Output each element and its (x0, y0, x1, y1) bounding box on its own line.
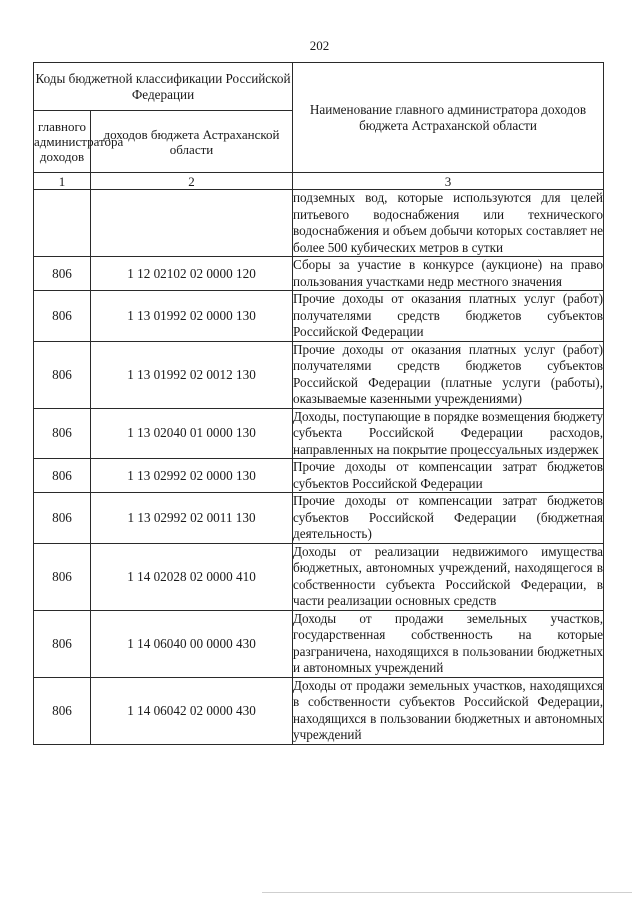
table-row (34, 257, 604, 291)
revenue-code-cell: 1 13 01992 02 0000 130 (91, 291, 293, 342)
budget-classification-table (33, 62, 604, 745)
page-number: 202 (309, 38, 330, 53)
column-number-2: 2 (91, 173, 293, 190)
revenue-name-cell: Прочие доходы от оказания платных услуг (работ) получателями средств бюджетов субъектов Российской Федерации (платные услуги (работы), оказываемые казенными учреждениями) (293, 341, 603, 406)
table-row (34, 190, 604, 257)
revenue-code-cell: 1 12 02102 02 0000 120 (91, 257, 293, 291)
table-row (34, 291, 604, 342)
revenue-name-cell: Прочие доходы от компенсации затрат бюджетов субъектов Российской Федерации (бюджетная деятельность) (293, 493, 603, 541)
table-row (34, 493, 604, 544)
table-header (34, 63, 604, 190)
admin-code-cell (34, 190, 91, 257)
revenue-code-cell: 1 14 02028 02 0000 410 (91, 543, 293, 610)
revenue-name-cell: Доходы, поступающие в порядке возмещения бюджету субъекта Российской Федерации расходов, направленных на покрытие процессуальных издержек (293, 408, 603, 457)
table-body (34, 190, 604, 745)
table-row (34, 677, 604, 744)
footer-divider (262, 892, 632, 893)
table-row (34, 408, 604, 459)
table-row (34, 341, 604, 408)
admin-code-cell: 806 (34, 459, 91, 493)
revenue-code-cell: 1 13 02992 02 0000 130 (91, 459, 293, 493)
table-row (34, 459, 604, 493)
admin-code-cell: 806 (34, 408, 91, 459)
admin-code-cell: 806 (34, 610, 91, 677)
column-number-1: 1 (34, 173, 91, 190)
revenue-name-cell: Прочие доходы от оказания платных услуг (работ) получателями средств бюджетов субъектов Российской Федерации (293, 291, 603, 339)
revenue-name-cell: Прочие доходы от компенсации затрат бюджетов субъектов Российской Федерации (293, 459, 603, 491)
admin-code-cell: 806 (34, 677, 91, 744)
revenue-code-cell: 1 13 02040 01 0000 130 (91, 408, 293, 459)
admin-code-cell: 806 (34, 543, 91, 610)
revenue-code-cell: 1 13 02992 02 0011 130 (91, 493, 293, 544)
admin-code-cell: 806 (34, 493, 91, 544)
header-name-title: Наименование главного администратора доходов бюджета Астраханской области (293, 63, 604, 173)
revenue-code-cell: 1 14 06042 02 0000 430 (91, 677, 293, 744)
revenue-code-cell: 1 14 06040 00 0000 430 (91, 610, 293, 677)
header-codes-title: Коды бюджетной классификации Российской Федерации (34, 63, 293, 111)
table-row (34, 543, 604, 610)
admin-code-cell: 806 (34, 291, 91, 342)
table-row (34, 610, 604, 677)
header-admin-column: главного администратора доходов (34, 111, 91, 173)
admin-code-cell: 806 (34, 257, 91, 291)
revenue-name-cell: Сборы за участие в конкурсе (аукционе) на право пользования участками недр местного значения (293, 257, 603, 289)
revenue-code-cell (91, 190, 293, 257)
header-revenue-column: доходов бюджета Астраханской области (91, 111, 293, 173)
revenue-name-cell: Доходы от продажи земельных участков, находящихся в собственности субъектов Российской Федерации, находящихся в пользовании бюджетных и автономных учреждений (293, 677, 603, 742)
admin-code-cell: 806 (34, 341, 91, 408)
column-number-3: 3 (293, 173, 604, 190)
revenue-name-cell: Доходы от реализации недвижимого имущества бюджетных, автономных учреждений, находящегося в собственности субъекта Российской Федерации, в части реализации основных средств (293, 543, 603, 608)
revenue-name-cell: Доходы от продажи земельных участков, государственная собственность на которые разграничена, находящихся в пользовании бюджетных и автономных учреждений (293, 610, 603, 675)
revenue-code-cell: 1 13 01992 02 0012 130 (91, 341, 293, 408)
revenue-name-cell: подземных вод, которые используются для целей питьевого водоснабжения или технического водоснабжения и объем добычи которых составляет не более 500 кубических метров в сутки (293, 190, 603, 255)
